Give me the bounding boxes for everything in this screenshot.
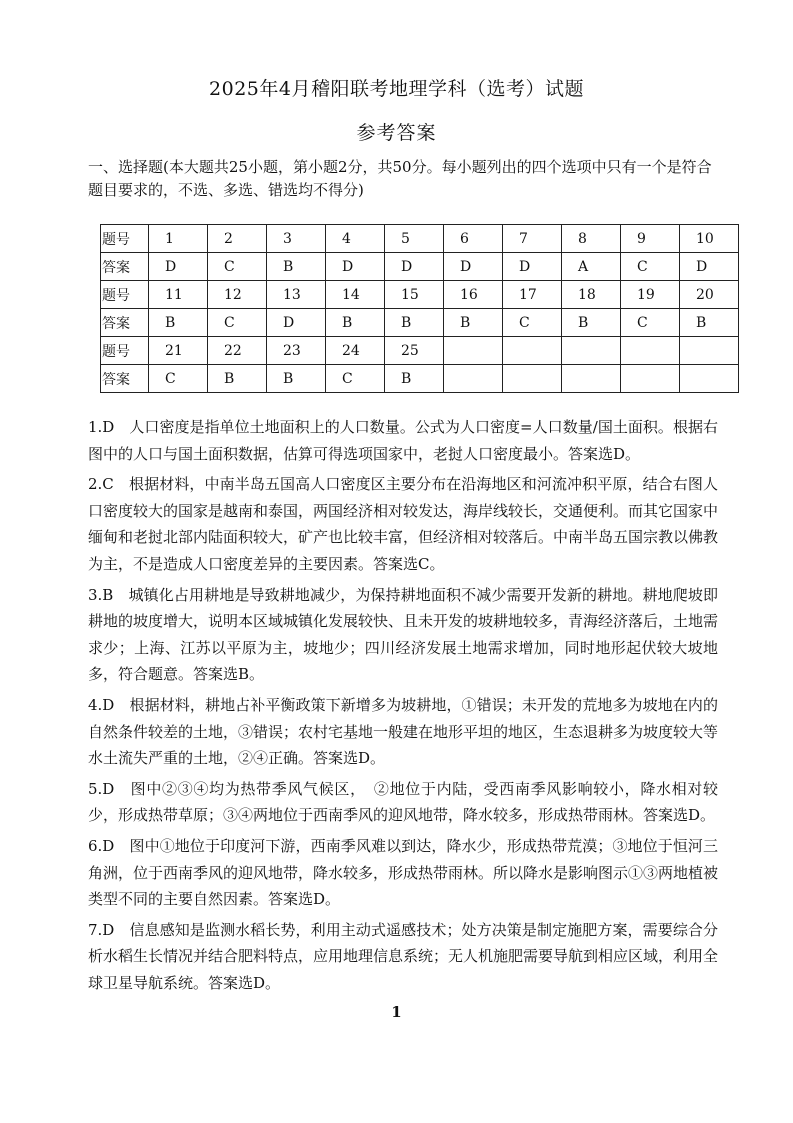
table-cell: 7 xyxy=(503,225,562,253)
table-cell: 21 xyxy=(149,337,208,365)
table-cell: 8 xyxy=(562,225,621,253)
table-cell: A xyxy=(562,253,621,281)
row-header-cell: 题号 xyxy=(101,281,149,309)
table-cell: C xyxy=(621,309,680,337)
table-cell: 24 xyxy=(326,337,385,365)
table-cell xyxy=(680,365,739,393)
table-cell: C xyxy=(149,365,208,393)
table-cell: 6 xyxy=(444,225,503,253)
page-number: 1 xyxy=(391,1003,402,1021)
table-cell xyxy=(562,337,621,365)
answer-explanations xyxy=(88,414,718,1000)
table-cell: B xyxy=(267,365,326,393)
answer-explanation-5: 5.D 图中②③④均为热带季风气候区， ②地位于内陆，受西南季风影响较小，降水相对较少，形成热带草原；③④两地位于西南季风的迎风地带，降水较多，形成热带雨林。答案选D。 xyxy=(88,779,718,825)
table-cell: B xyxy=(149,309,208,337)
page-title: 2025年4月稽阳联考地理学科（选考）试题 xyxy=(209,78,584,100)
table-cell xyxy=(562,365,621,393)
table-cell: D xyxy=(503,253,562,281)
table-cell: 3 xyxy=(267,225,326,253)
table-cell: D xyxy=(267,309,326,337)
answer-explanation-6: 6.D 图中①地位于印度河下游，西南季风难以到达，降水少，形成热带荒漠；③地位于恒河三角洲，位于西南季风的迎风地带，降水较多，形成热带雨林。所以降水是影响图示①③两地植被类型不同的主要自然因素。答案选D。 xyxy=(88,836,719,909)
answer-explanation-7: 7.D 信息感知是监测水稻长势，利用主动式遥感技术；处方决策是制定施肥方案，需要综合分析水稻生长情况并结合肥料特点，应用地理信息系统；无人机施肥需要导航到相应区域，利用全球卫星导航系统。答案选D。 xyxy=(88,920,719,992)
table-cell: D xyxy=(149,253,208,281)
table-row xyxy=(101,365,739,393)
table-cell: B xyxy=(385,309,444,337)
table-cell: 19 xyxy=(621,281,680,309)
table-cell: 25 xyxy=(385,337,444,365)
table-row xyxy=(101,281,739,309)
answer-table xyxy=(100,224,739,393)
table-cell: C xyxy=(326,365,385,393)
row-header-cell: 答案 xyxy=(101,253,149,281)
table-row xyxy=(101,309,739,337)
answer-explanation-1: 1.D 人口密度是指单位土地面积上的人口数量。公式为人口密度=人口数量/国土面积。根据右图中的人口与国土面积数据，估算可得选项国家中，老挝人口密度最小。答案选D。 xyxy=(88,418,718,463)
table-cell: 2 xyxy=(208,225,267,253)
row-header-cell: 题号 xyxy=(101,337,149,365)
table-cell: 16 xyxy=(444,281,503,309)
table-cell xyxy=(621,365,680,393)
table-cell xyxy=(680,337,739,365)
table-cell: 23 xyxy=(267,337,326,365)
table-row xyxy=(101,225,739,253)
table-cell: 9 xyxy=(621,225,680,253)
table-cell: 15 xyxy=(385,281,444,309)
table-cell: 22 xyxy=(208,337,267,365)
table-cell: D xyxy=(326,253,385,281)
table-cell: C xyxy=(208,253,267,281)
table-cell: 12 xyxy=(208,281,267,309)
table-cell: 20 xyxy=(680,281,739,309)
answer-explanation-4: 4.D 根据材料，耕地占补平衡政策下新增多为坡耕地，①错误；未开发的荒地多为坡地在内的自然条件较差的土地，③错误；农村宅基地一般建在地形平坦的地区，生态退耕多为坡度较大等水土流失严重的土地，②④正确。答案选D。 xyxy=(88,695,719,768)
table-cell: B xyxy=(385,365,444,393)
table-cell: B xyxy=(444,309,503,337)
answer-explanation-2: 2.C 根据材料，中南半岛五国高人口密度区主要分布在沿海地区和河流冲积平原，结合右图人口密度较大的国家是越南和泰国，两国经济相对较发达，海岸线较长，交通便利。而其它国家中缅甸和老挝北部内陆面积较大，矿产也比较丰富，但经济相对较落后。中南半岛五国宗教以佛教为主，不是造成人口密度差异的主要因素。答案选C。 xyxy=(88,475,719,573)
table-cell: B xyxy=(680,309,739,337)
table-cell: 11 xyxy=(149,281,208,309)
table-cell: 4 xyxy=(326,225,385,253)
table-row xyxy=(101,337,739,365)
table-cell: D xyxy=(444,253,503,281)
table-cell: 17 xyxy=(503,281,562,309)
table-cell xyxy=(444,337,503,365)
row-header-cell: 题号 xyxy=(101,225,149,253)
answer-explanation-3: 3.B 城镇化占用耕地是导致耕地减少，为保持耕地面积不减少需要开发新的耕地。耕地爬坡即耕地的坡度增大，说明本区域城镇化发展较快、且未开发的坡耕地较多，青海经济落后，土地需求少；上海、江苏以平原为主，坡地少；四川经济发展土地需求增加，同时地形起伏较大坡地多，符合题意。答案选B。 xyxy=(88,585,719,684)
table-cell: 18 xyxy=(562,281,621,309)
section-intro: 一、选择题(本大题共25小题，第小题2分，共50分。每小题列出的四个选项中只有一个是符合题目要求的，不选、多选、错选均不得分) xyxy=(88,158,712,199)
table-cell: 10 xyxy=(680,225,739,253)
table-cell: B xyxy=(326,309,385,337)
page-subtitle: 参考答案 xyxy=(356,122,437,144)
row-header-cell: 答案 xyxy=(101,309,149,337)
table-cell: B xyxy=(208,365,267,393)
table-cell: C xyxy=(503,309,562,337)
table-cell: 1 xyxy=(149,225,208,253)
table-cell: D xyxy=(680,253,739,281)
table-cell: 5 xyxy=(385,225,444,253)
table-cell xyxy=(621,337,680,365)
table-cell: 13 xyxy=(267,281,326,309)
table-row xyxy=(101,253,739,281)
row-header-cell: 答案 xyxy=(101,365,149,393)
table-cell: C xyxy=(208,309,267,337)
table-cell: B xyxy=(562,309,621,337)
table-cell: C xyxy=(621,253,680,281)
table-cell: 14 xyxy=(326,281,385,309)
table-cell xyxy=(444,365,503,393)
table-cell: B xyxy=(267,253,326,281)
table-cell xyxy=(503,337,562,365)
table-cell: D xyxy=(385,253,444,281)
table-cell xyxy=(503,365,562,393)
